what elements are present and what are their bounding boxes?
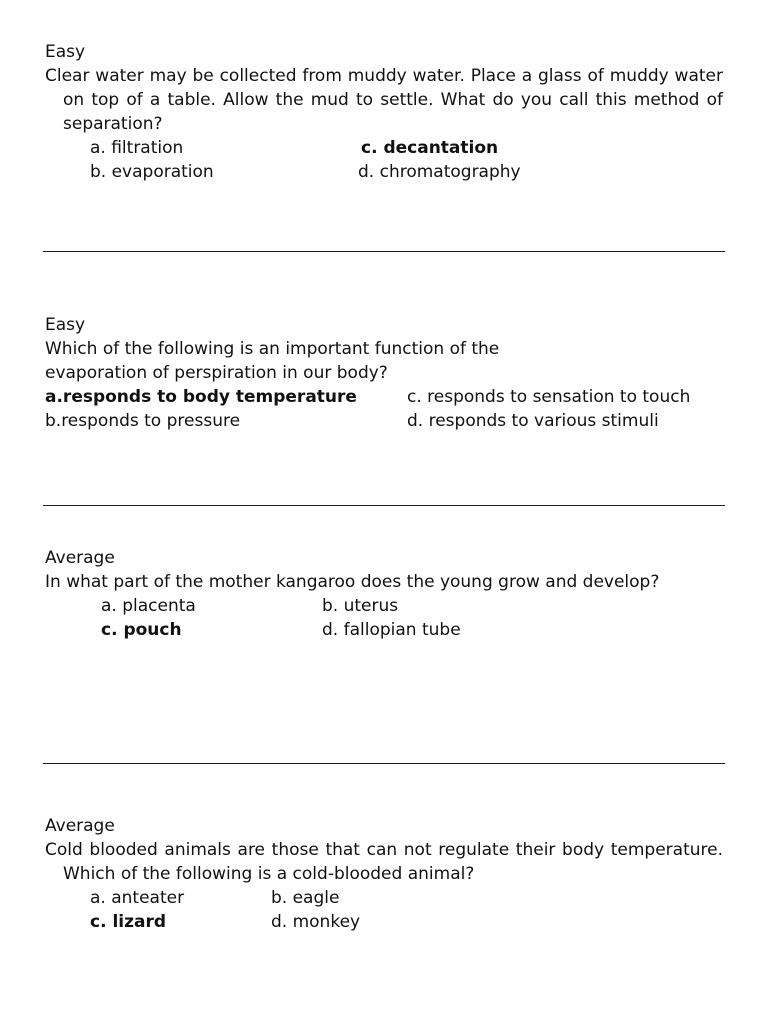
question-2-choice-b: b.responds to pressure <box>45 411 241 431</box>
question-1-difficulty: Easy <box>45 42 86 62</box>
question-2-text-line-2: evaporation of perspiration in our body? <box>45 363 388 383</box>
divider-line <box>43 251 725 252</box>
question-3-text: In what part of the mother kangaroo does the young grow and develop? <box>45 572 660 592</box>
question-3-difficulty: Average <box>45 548 115 568</box>
question-1 <box>45 40 723 136</box>
question-1-choice-a: a. filtration <box>90 138 184 158</box>
question-2-difficulty: Easy <box>45 315 86 335</box>
question-4-choice-a: a. anteater <box>90 888 185 908</box>
question-2 <box>45 313 723 385</box>
question-3-choice-d: d. fallopian tube <box>322 620 461 640</box>
question-4-choice-b: b. eagle <box>271 888 340 908</box>
question-3 <box>45 546 723 594</box>
question-3-choice-a: a. placenta <box>101 596 196 616</box>
question-3-choice-c-answer: c. pouch <box>101 620 182 640</box>
divider-line <box>43 763 725 764</box>
question-2-text-line-1: Which of the following is an important function of the <box>45 339 500 359</box>
question-1-text: Clear water may be collected from muddy water. Place a glass of muddy water on top of a table. Allow the mud to settle. What do you call this method of separation? <box>45 66 723 134</box>
divider-line <box>43 505 725 506</box>
question-4-choice-d: d. monkey <box>271 912 361 932</box>
question-4-text: Cold blooded animals are those that can not regulate their body temperature. Which of the following is a cold-blooded animal? <box>45 840 723 884</box>
question-4 <box>45 814 723 886</box>
question-4-choice-c-answer: c. lizard <box>90 912 167 932</box>
question-2-choice-d: d. responds to various stimuli <box>407 411 659 431</box>
question-1-choice-c-answer: c. decantation <box>361 138 499 158</box>
question-2-choice-a-answer: a.responds to body temperature <box>45 387 357 407</box>
question-1-choice-d: d. chromatography <box>358 162 521 182</box>
question-1-choice-b: b. evaporation <box>90 162 214 182</box>
question-3-choice-b: b. uterus <box>322 596 399 616</box>
question-4-difficulty: Average <box>45 816 115 836</box>
question-2-choice-c: c. responds to sensation to touch <box>407 387 691 407</box>
